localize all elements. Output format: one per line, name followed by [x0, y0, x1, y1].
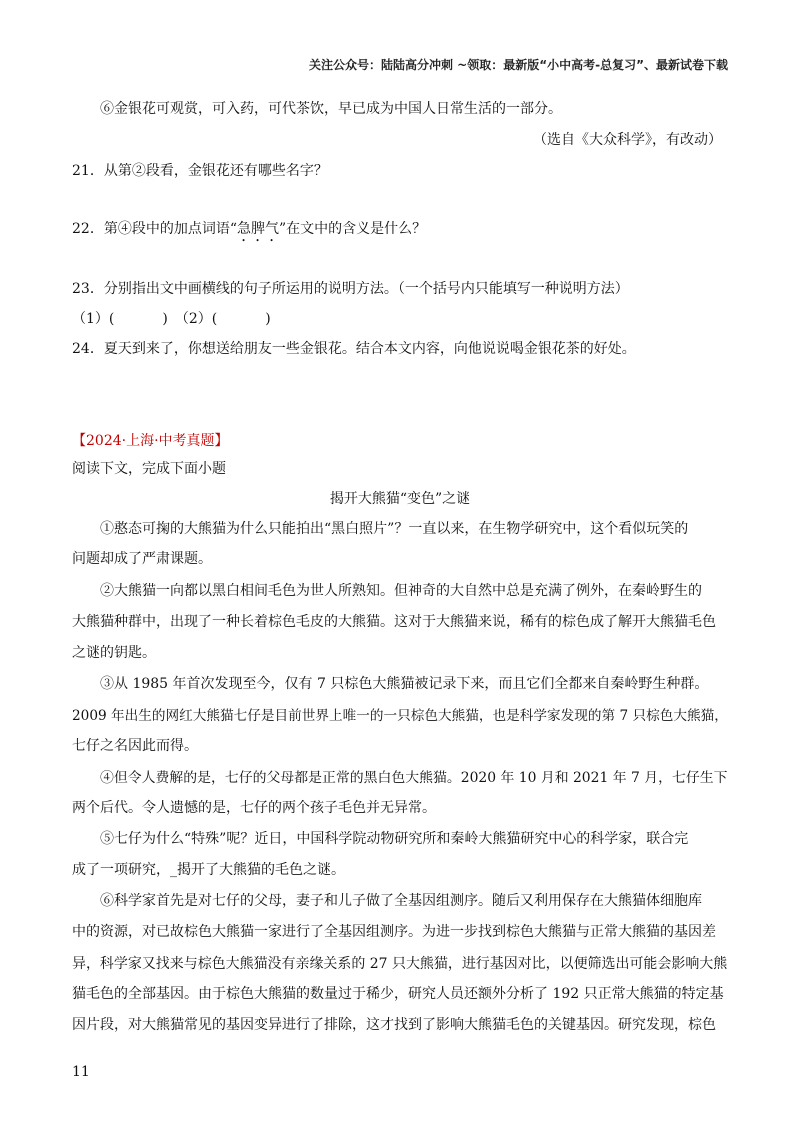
text-line: 猫毛色的全部基因。由于棕色大熊猫的数量过于稀少，研究人员还额外分析了 192 只正常大熊猫的特定基: [72, 986, 724, 1002]
question-22: [72, 218, 426, 245]
exam-source-tag: 【2024·上海·中考真题】: [72, 433, 229, 449]
paragraph-6: ⑥金银花可观赏，可入药，可代茶饮，早已成为中国人日常生活的一部分。: [100, 101, 562, 117]
text-line: ③从 1985 年首次发现至今，仅有 7 只棕色大熊猫被记录下来，而且它们全都来自秦岭野生种群。: [100, 676, 709, 692]
question-21: 21．从第②段看，金银花还有哪些名字？: [72, 163, 328, 179]
question-23: 23．分别指出文中画横线的句子所运用的说明方法。（一个括号内只能填写一种说明方法）: [72, 281, 629, 297]
page-number: 11: [72, 1064, 90, 1080]
text-line: 成了一项研究，_揭开了大熊猫的毛色之谜。: [72, 862, 345, 878]
text-line: 之谜的钥匙。: [72, 645, 156, 661]
question-22-term: 急脾气: [236, 221, 279, 237]
article-title: 揭开大熊猫“变色”之谜: [329, 491, 471, 507]
text-line: 问题却成了严肃课题。: [72, 551, 212, 567]
text-line: ①憨态可掬的大熊猫为什么只能拍出“黑白照片”？一直以来，在生物学研究中，这个看似玩笑的: [100, 521, 689, 537]
text-line: 2009 年出生的网红大熊猫七仔是目前世界上唯一的一只棕色大熊猫，也是科学家发现的第 7 只棕色大熊猫，: [72, 708, 728, 724]
text-line: 异，科学家又找来与棕色大熊猫没有亲缘关系的 27 只大熊猫，进行基因对比，以便筛选出可能会影响大熊: [72, 956, 728, 972]
question-22-prefix: 22．第④段中的加点词语“: [72, 221, 237, 237]
text-line: 大熊猫种群中，出现了一种长着棕色毛皮的大熊猫。这对于大熊猫来说，稀有的棕色成了解开大熊猫毛色: [72, 614, 716, 630]
text-line: 两个后代。令人遗憾的是，七仔的两个孩子毛色并无异常。: [72, 800, 436, 816]
question-22-suffix: ”在文中的含义是什么？: [278, 221, 427, 237]
answer-2-close: ): [265, 311, 271, 327]
answer-1-open: （1）(: [72, 311, 115, 327]
reading-instruction: 阅读下文，完成下面小题: [72, 461, 226, 477]
text-line: ⑤七仔为什么“特殊”呢？近日，中国科学院动物研究所和秦岭大熊猫研究中心的科学家，联合完: [100, 831, 689, 847]
text-line: ②大熊猫一向都以黑白相间毛色为世人所熟知。但神奇的大自然中总是充满了例外，在秦岭野生的: [100, 583, 702, 599]
question-24: 24．夏天到来了，你想送给朋友一些金银花。结合本文内容，向他说说喝金银花茶的好处。: [72, 341, 636, 357]
page-header: 关注公众号：陆陆高分冲刺 ~领取：最新版“小中高考-总复习”、最新试卷下载: [309, 58, 728, 72]
text-line: 七仔之名因此而得。: [72, 738, 198, 754]
text-line: ④但令人费解的是，七仔的父母都是正常的黑白色大熊猫。2020 年 10 月和 2021 年 7 月，七仔生下: [100, 770, 728, 786]
answer-2-open: ) （2）(: [162, 311, 218, 327]
question-23-answers: [72, 308, 271, 328]
text-line: 中的资源，对已故棕色大熊猫一家进行了全基因组测序。为进一步找到棕色大熊猫与正常大熊猫的基因差: [72, 924, 716, 940]
text-line: ⑥科学家首先是对七仔的父母，妻子和儿子做了全基因组测序。随后又利用保存在大熊猫体细胞库: [100, 893, 702, 909]
text-line: 因片段，对大熊猫常见的基因变异进行了排除，这才找到了影响大熊猫毛色的关键基因。研究发现，棕色: [72, 1017, 716, 1033]
source-note: （选自《大众科学》，有改动）: [533, 132, 722, 148]
